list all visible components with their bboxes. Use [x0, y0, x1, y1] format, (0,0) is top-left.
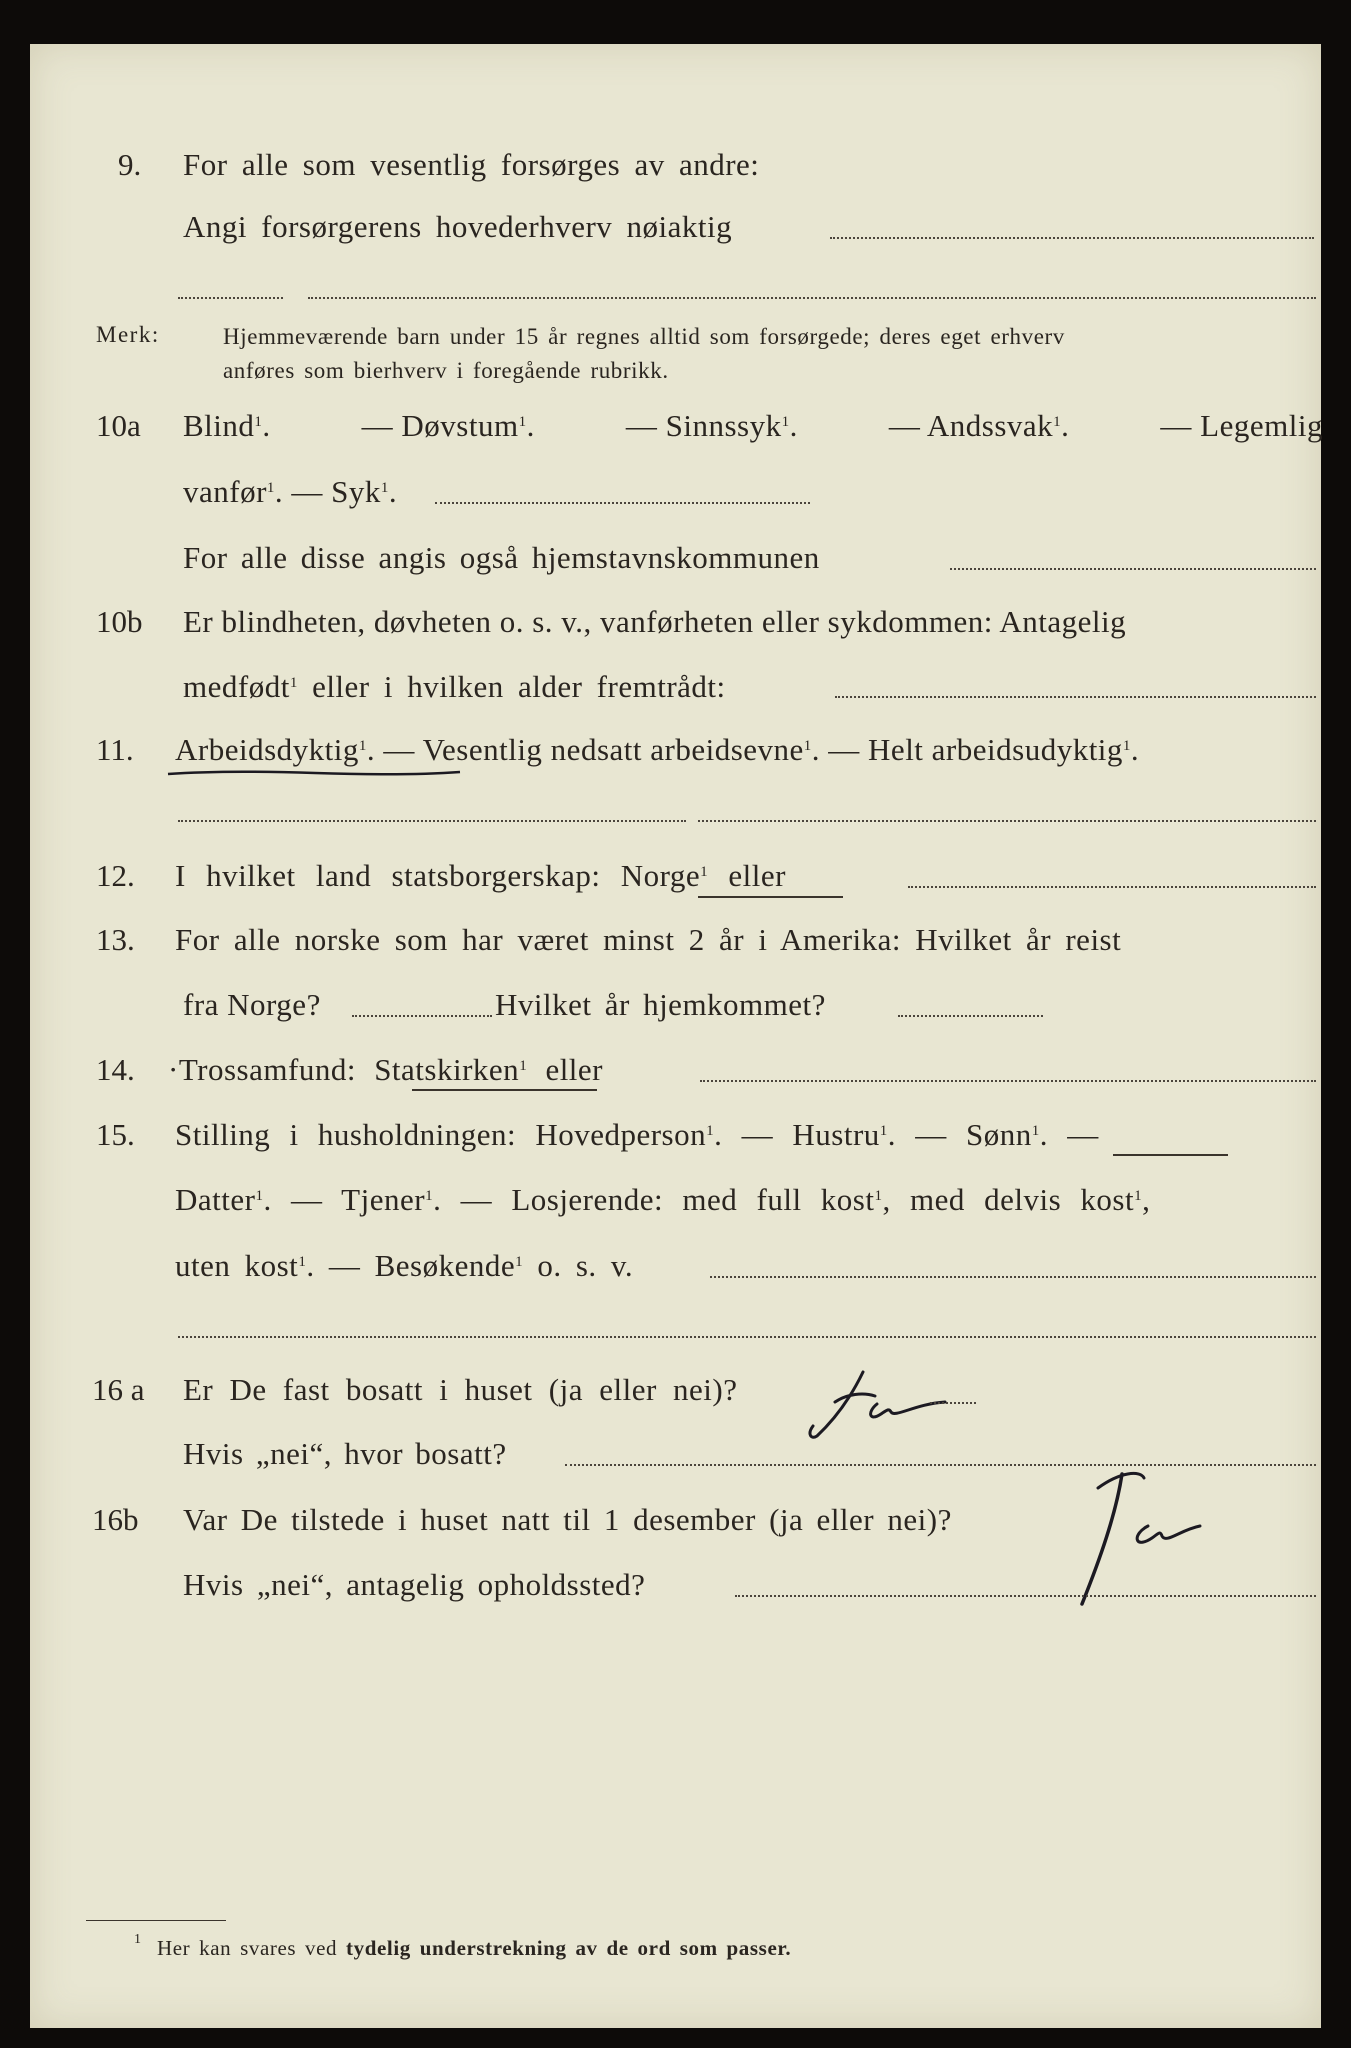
q10a-number: 10a — [96, 408, 141, 443]
q15-line3: uten kost$^1$. — Besøkende$^1$ o. s. v. — [175, 1248, 634, 1283]
q9-line1: For alle som vesentlig forsørges av andre: — [183, 147, 760, 182]
merk-line1: Hjemmeværende barn under 15 år regnes alltid som forsørgede; deres eget erhverv — [223, 324, 1065, 349]
q9-number: 9. — [118, 147, 142, 182]
q11-number: 11. — [96, 732, 134, 767]
q16b-opholdssted-line[interactable] — [735, 1595, 1316, 1597]
q10b-answer-line[interactable] — [835, 696, 1316, 698]
q15-answer-line-2[interactable] — [178, 1336, 1316, 1338]
q13-line2b: Hvilket år hjemkommet? — [495, 987, 826, 1022]
q10a-answer-line[interactable] — [435, 502, 810, 504]
q13-line2a: fra Norge? — [183, 987, 321, 1022]
q15-number: 15. — [96, 1117, 135, 1152]
q10a-opt-blind: Blind$^1$. — [183, 408, 271, 443]
census-form-page — [30, 44, 1321, 2028]
q9-answer-line[interactable] — [830, 237, 1314, 239]
footnote-mark: 1 — [134, 1932, 142, 1947]
q13-line1: For alle norske som har været minst 2 år i Amerika: Hvilket år reist — [175, 922, 1122, 957]
q12-line: I hvilket land statsborgerskap: Norge$^1$ eller — [175, 858, 786, 893]
q15-line2: Datter$^1$. — Tjener$^1$. — Losjerende: med full kost$^1$, med delvis kost$^1$, — [175, 1182, 1151, 1217]
q12-number: 12. — [96, 858, 135, 893]
merk-line2: anføres som bierhverv i foregående rubrikk. — [223, 358, 669, 383]
q14-statskirken-underline — [412, 1089, 597, 1091]
q10b-line2: medfødt$^1$ eller i hvilken alder fremtrådt: — [183, 669, 726, 704]
q14-line: ·Trossamfund: Statskirken$^1$ eller — [168, 1052, 604, 1087]
q15-opt-sonn: Sønn — [966, 1117, 1032, 1152]
q12-answer-line[interactable] — [908, 886, 1316, 888]
q15-sonn-underline — [1113, 1154, 1228, 1156]
q9-line2: Angi forsørgerens hovederhverv nøiaktig — [183, 209, 733, 244]
q13-reist-line[interactable] — [352, 1015, 492, 1017]
q11-line: Arbeidsdyktig$^1$. — Vesentlig nedsatt arbeidsevne$^1$. — Helt arbeidsudyktig$^1$. — [175, 732, 1140, 767]
q16b-line1: Var De tilstede i huset natt til 1 desember (ja eller nei)? — [183, 1502, 952, 1537]
q16a-number: 16 a — [92, 1372, 145, 1407]
q16a-answer-line[interactable] — [930, 1402, 976, 1404]
q10a-opt-sinnssyk: — Sinnssyk$^1$. — [625, 408, 798, 443]
q10a-hjemstavn-line[interactable] — [950, 568, 1316, 570]
footnote-rule — [86, 1920, 226, 1921]
q15-line1: Stilling i husholdningen: Hovedperson$^1$. — Hustru$^1$. — Sønn$^1$. — — [175, 1117, 1099, 1152]
q13-hjemkommet-line[interactable] — [898, 1015, 1043, 1017]
q10a-opt-legemlig: — Legemlig — [1160, 408, 1323, 443]
q11-answer-line-a[interactable] — [178, 820, 686, 822]
q16a-handwritten-ja-signature — [805, 1364, 955, 1444]
merk-label: Merk: — [96, 322, 160, 347]
q9-answer-line-2b[interactable] — [308, 297, 1316, 299]
q10a-line3: For alle disse angis også hjemstavnskommunen — [183, 540, 820, 575]
q10a-opt-andssvak: — Andssvak$^1$. — [888, 408, 1070, 443]
q14-number: 14. — [96, 1052, 135, 1087]
q16b-number: 16b — [92, 1502, 139, 1537]
q14-answer-line[interactable] — [700, 1080, 1316, 1082]
q10a-line2: vanfør$^1$. — Syk$^1$. — [183, 474, 398, 509]
q10a-opt-dovstum: — Døvstum$^1$. — [361, 408, 535, 443]
q11-answer-line-b[interactable] — [698, 820, 1316, 822]
q14-opt-statskirken: Statskirken — [374, 1052, 520, 1087]
q12-opt-norge: Norge — [620, 858, 701, 893]
q11-opt-arbeidsdyktig: Arbeidsdyktig — [175, 732, 359, 767]
footnote-text: Her kan svares ved tydelig understrekning av de ord som passer. — [157, 1936, 792, 1960]
q16b-handwritten-ja-signature — [1060, 1464, 1210, 1614]
q12-norge-underline — [698, 896, 843, 898]
q15-answer-line[interactable] — [710, 1276, 1316, 1278]
q16a-line1: Er De fast bosatt i huset (ja eller nei)? — [183, 1372, 738, 1407]
q16a-line2: Hvis „nei“, hvor bosatt? — [183, 1436, 507, 1471]
q10b-number: 10b — [96, 604, 143, 639]
q10a-options — [183, 408, 1323, 444]
q10b-line1: Er blindheten, døvheten o. s. v., vanførheten eller sykdommen: Antagelig — [183, 604, 1127, 639]
q11-underline-mark — [165, 764, 465, 784]
q9-answer-line-2a[interactable] — [178, 297, 283, 299]
q16b-line2: Hvis „nei“, antagelig opholdssted? — [183, 1567, 646, 1602]
q13-number: 13. — [96, 922, 135, 957]
